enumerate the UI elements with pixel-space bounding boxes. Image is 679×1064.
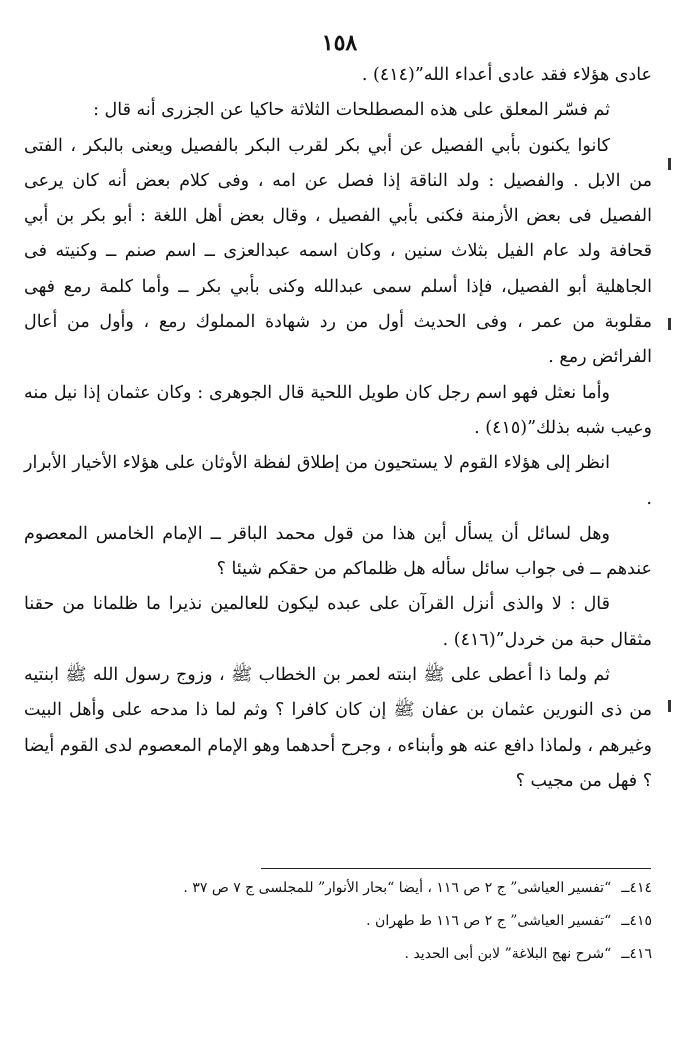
main-text (24, 58, 652, 799)
footnote-415 (40, 905, 652, 938)
paragraph-3: كانوا يكنون بأبي الفصيل عن أبي بكر لقرب البكر بالفصيل ويعنى بالبكر ، الفتى من الابل . والفصيل : ولد الناقة إذا فصل عن امه ، وفى كلام بعض أنه كان يرعى الفصيل فى بعض الأزمنة فكنى بأبي الفصيل ، وقال بعض أهل اللغة : أبو بكر بن أبي قحافة ولد عام الفيل بثلاث سنين ، وكان اسمه عبدالعزى ــ اسم صنم ــ وكنيته فى الجاهلية أبو الفصيل، فإذا أسلم سمى عبدالله وكنى بأبي بكر ــ وأما كلمة رمع فهى مقلوبة من عمر ، وفى الحديث أول من رد شهادة المملوك رمع ، وأول من أعال الفرائض رمع . (24, 135, 652, 368)
footnote-number: ٤١٤ــ (621, 880, 652, 896)
scan-margin-mark (668, 158, 671, 170)
footnote-number: ٤١٥ــ (621, 913, 652, 929)
page-number: ١٥٨ (321, 30, 358, 56)
paragraph-8: ثم ولما ذا أعطى على ﷺ ابنته لعمر بن الخطاب ﷺ ، وزوج رسول الله ﷺ ابنتيه من ذى النورين عثمان بن عفان ﷺ إن كان كافرا ؟ وثم لما ذا مدحه على وأهل البيت وغيرهم ، ولماذا دافع عنه هو وأبناءه ، وجرح أحدهما وهو الإمام المعصوم لدى القوم أيضا ؟ فهل من مجيب ؟ (24, 665, 652, 791)
footnote-text: “تفسير العياشى” ج ٢ ص ١١٦ ط طهران . (366, 913, 612, 929)
footnotes (40, 872, 652, 971)
paragraph-1: عادى هؤلاء فقد عادى أعداء الله”(٤١٤) . (361, 65, 652, 85)
footnote-text: “شرح نهج البلاغة” لابن أبى الحديد . (404, 946, 612, 962)
footnote-divider (261, 868, 651, 869)
footnote-416 (40, 938, 652, 971)
paragraph-5: انظر إلى هؤلاء القوم لا يستحيون من إطلاق لفظة الأوثان على هؤلاء الأخيار الأبرار . (24, 453, 652, 509)
footnote-414 (40, 872, 652, 905)
scan-margin-mark (668, 700, 671, 712)
scan-margin-mark (668, 318, 671, 330)
paragraph-7: قال : لا والذى أنزل القرآن على عبده ليكون للعالمين نذيرا ما ظلمانا من حقنا مثقال حبة من خردل”(٤١٦) . (24, 594, 652, 650)
footnote-text: “تفسير العياشى” ج ٢ ص ١١٦ ، أيضا “بحار الأنوار” للمجلسى ج ٧ ص ٣٧ . (183, 880, 612, 896)
paragraph-6: وهل لسائل أن يسأل أين هذا من قول محمد الباقر ــ الإمام الخامس المعصوم عندهم ــ فى جواب سائل سأله هل ظلماكم من حقكم شيئا ؟ (24, 523, 652, 580)
paragraph-2: ثم فسّر المعلق على هذه المصطلحات الثلاثة حاكيا عن الجزرى أنه قال : (93, 100, 610, 121)
paragraph-4: وأما نعثل فهو اسم رجل كان طويل اللحية قال الجوهرى : وكان عثمان إذا نيل منه وعيب شبه بذلك”(٤١٥) . (24, 382, 652, 438)
footnote-number: ٤١٦ــ (621, 946, 652, 962)
